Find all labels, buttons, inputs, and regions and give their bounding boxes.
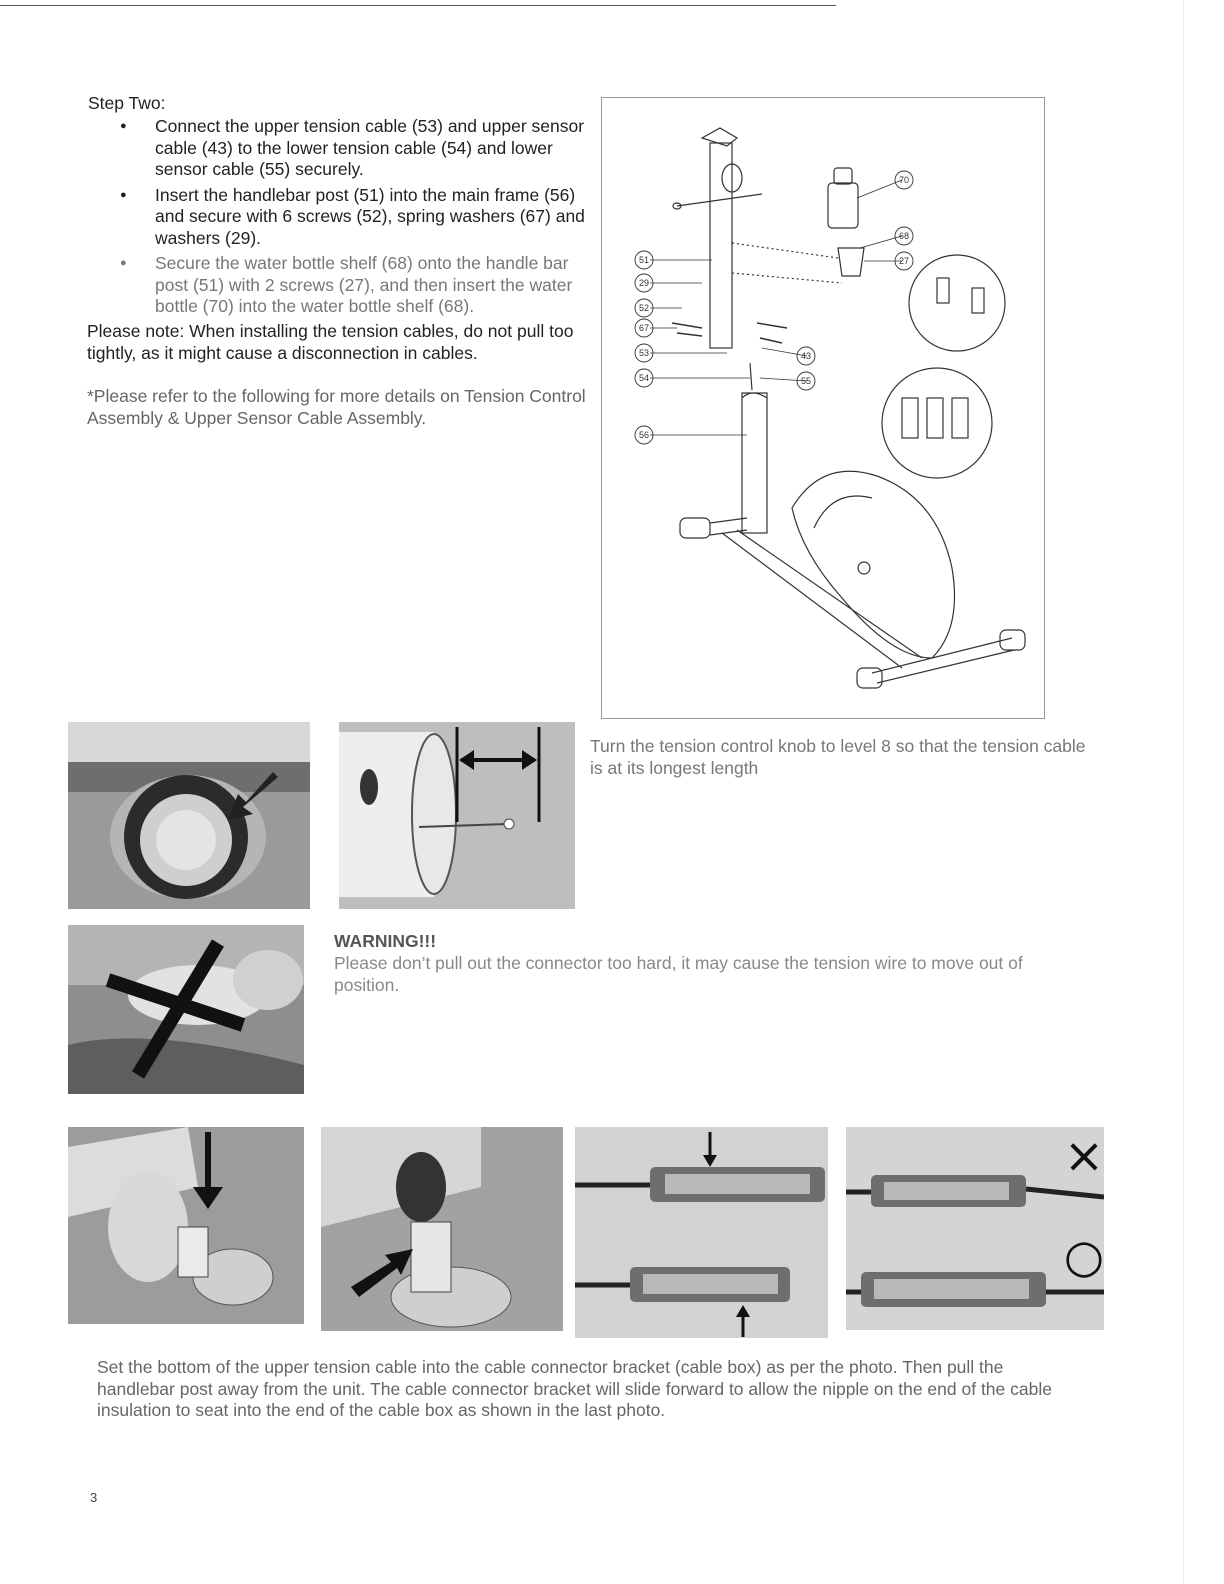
callout-52: 52 <box>638 303 650 313</box>
callout-27: 27 <box>898 256 910 266</box>
callout-67: 67 <box>638 323 650 333</box>
callout-70: 70 <box>898 175 910 185</box>
photo-tension-knob <box>68 722 310 909</box>
bottom-caption: Set the bottom of the upper tension cable into the cable connector bracket (cable box) as per the photo. Then pull the handlebar post away from the unit. The cable connector bracket will slide forward to allow the nipple on the end of the cable insulation to seat into the end of the cable box as shown in the last photo. <box>97 1357 1052 1420</box>
install-note: Please note: When installing the tension cables, do not pull too tightly, as it might cause a disconnection in cables. <box>87 321 574 363</box>
right-mark: ○ <box>1063 1229 1104 1283</box>
photo-insert-cable <box>68 1127 304 1324</box>
instruction-item: ● Secure the water bottle shelf (68) onto the handle bar post (51) with 2 screws (27), and then insert the water bottle (70) into the water bottle shelf (68). <box>120 253 590 318</box>
tension-caption: Turn the tension control knob to level 8 so that the tension cable is at its longest length <box>590 736 1086 778</box>
instruction-item: ● Insert the handlebar post (51) into the main frame (56) and secure with 6 screws (52), spring washers (67) and washers (29). <box>120 185 590 250</box>
page-number: 3 <box>90 1490 98 1505</box>
refer-note: *Please refer to the following for more details on Tension Control Assembly & Upper Sensor Cable Assembly. <box>87 386 586 428</box>
instruction-item: ● Connect the upper tension cable (53) and upper sensor cable (43) to the lower tension cable (54) and lower sensor cable (55) securely. <box>120 116 590 181</box>
photo-cable-box <box>575 1127 828 1338</box>
photo-seat-cable <box>321 1127 563 1331</box>
callout-53: 53 <box>638 348 650 358</box>
callout-55: 55 <box>800 376 812 386</box>
callout-56: 56 <box>638 430 650 440</box>
callout-54: 54 <box>638 373 650 383</box>
photo-cable-length <box>339 722 575 909</box>
wrong-mark: × <box>1063 1128 1104 1184</box>
callout-43: 43 <box>800 351 812 361</box>
page-edge <box>1183 0 1184 1584</box>
warning-text: Please don’t pull out the connector too hard, it may cause the tension wire to move out of position. <box>334 953 1023 995</box>
warning-title: WARNING!!! <box>334 931 437 951</box>
callout-68: 68 <box>898 231 910 241</box>
step-heading: Step Two: <box>88 93 166 113</box>
instruction-list <box>120 116 590 322</box>
callout-29: 29 <box>638 278 650 288</box>
assembly-diagram <box>601 97 1045 719</box>
top-rule <box>0 5 836 6</box>
callout-51: 51 <box>638 255 650 265</box>
photo-cable-compare <box>846 1127 1104 1330</box>
photo-warning-pull <box>68 925 304 1094</box>
